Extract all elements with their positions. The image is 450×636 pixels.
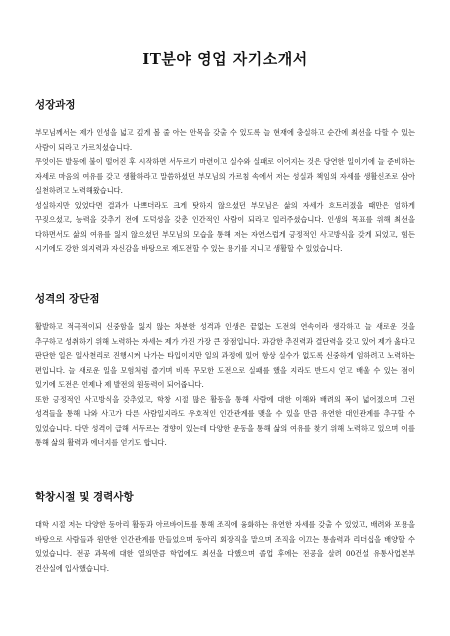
paragraph: 부모님께서는 제가 인성을 넓고 깊게 볼 줄 아는 안목을 갖출 수 있도록 늘 현재에 충실하고 순간에 최선을 다할 수 있는 사람이 되라고 가르치셨습니다. xyxy=(35,128,415,152)
section-school-career xyxy=(35,489,415,576)
paragraph: 무엇이든 발등에 불이 떨어진 후 시작하면 서두르기 마련이고 실수와 실패로 이어지는 것은 당연한 일이기에 늘 준비하는 자세로 마음의 여유를 갖고 생활하라고 말씀하셨던 부모님의 가르침 속에서 저는 성실과 책임의 자세를 생활신조로 삼아 실천하려고 노력해왔습니다. xyxy=(35,157,415,195)
section-heading-personality: 성격의 장단점 xyxy=(35,293,100,305)
section-heading-school-career: 학창시절 및 경력사항 xyxy=(35,491,134,503)
paragraph: 활발하고 적극적이되 신중함을 잃지 않는 차분한 성격과 인생은 끝없는 도전의 연속이라 생각하고 늘 새로운 것을 추구하고 성취하기 위해 노력하는 자세는 제가 가진 가장 큰 장점입니다. 과감한 추진력과 결단력을 갖고 있어 제가 옳다고 판단한 일은 일사천리로 진행시켜 나가는 타입이지만 일의 과정에 있어 항상 실수가 없도록 신중하게 임하려고 노력하는 편입니다. 늘 새로운 일을 모험처럼 즐기며 비록 무모한 도전으로 실패를 했을 지라도 반드시 얻고 배울 수 있는 점이 있기에 도전은 언제나 제 발전의 원동력이 되어줍니다. xyxy=(35,322,415,389)
section-growth xyxy=(35,97,415,257)
paragraph: 대학 시절 저는 다양한 동아리 활동과 아르바이트를 통해 조직에 융화하는 유연한 자세를 갖출 수 있었고, 배려와 포용을 바탕으로 사람들과 원만한 인간관계를 만들었으며 동아리 회장직을 맡으며 조직을 이끄는 통솔력과 리더십을 배양할 수 있었습니다. 전공 과목에 대한 열의만큼 학업에도 최선을 다했으며 졸업 후에는 전공을 살려 00건설 유통사업본부 견산실에 입사했습니다. xyxy=(35,520,415,573)
document-title: IT분야 영업 자기소개서 xyxy=(142,50,308,68)
section-personality xyxy=(35,291,415,451)
section-heading-growth: 성장과정 xyxy=(35,99,76,111)
paragraph: 또한 긍정적인 사고방식을 갖추었고, 학창 시절 많은 활동을 통해 사람에 대한 이해와 배려의 폭이 넓어졌으며 그런 성격들을 통해 나와 사고가 다른 사람일지라도 우호적인 인간관계를 맺을 수 있을 만큼 유연한 대인관계를 추구할 수 있었습니다. 다만 성격이 급해 서두르는 경향이 있는데 다양한 운동을 통해 삶의 여유를 찾기 위해 노력하고 있으며 이를 통해 삶의 활력과 에너지를 얻기도 합니다. xyxy=(35,394,415,447)
paragraph: 성실하지만 있었다면 결과가 나쁘더라도 크게 탓하지 않으셨던 부모님은 삶의 자세가 흐트러졌을 때만은 엄하게 꾸짖으셨고, 능력을 갖추기 전에 도덕성을 갖춘 인간적인 사람이 되라고 일러주셨습니다. 인생의 목표를 위해 최선을 다하면서도 삶의 여유를 잃지 않으셨던 부모님의 모습을 통해 저는 자연스럽게 긍정적인 사고방식을 갖게 되었고, 힘든 시기에도 강한 의지력과 자신감을 바탕으로 재도전할 수 있는 용기를 지니고 생활할 수 있었습니다. xyxy=(35,200,415,253)
